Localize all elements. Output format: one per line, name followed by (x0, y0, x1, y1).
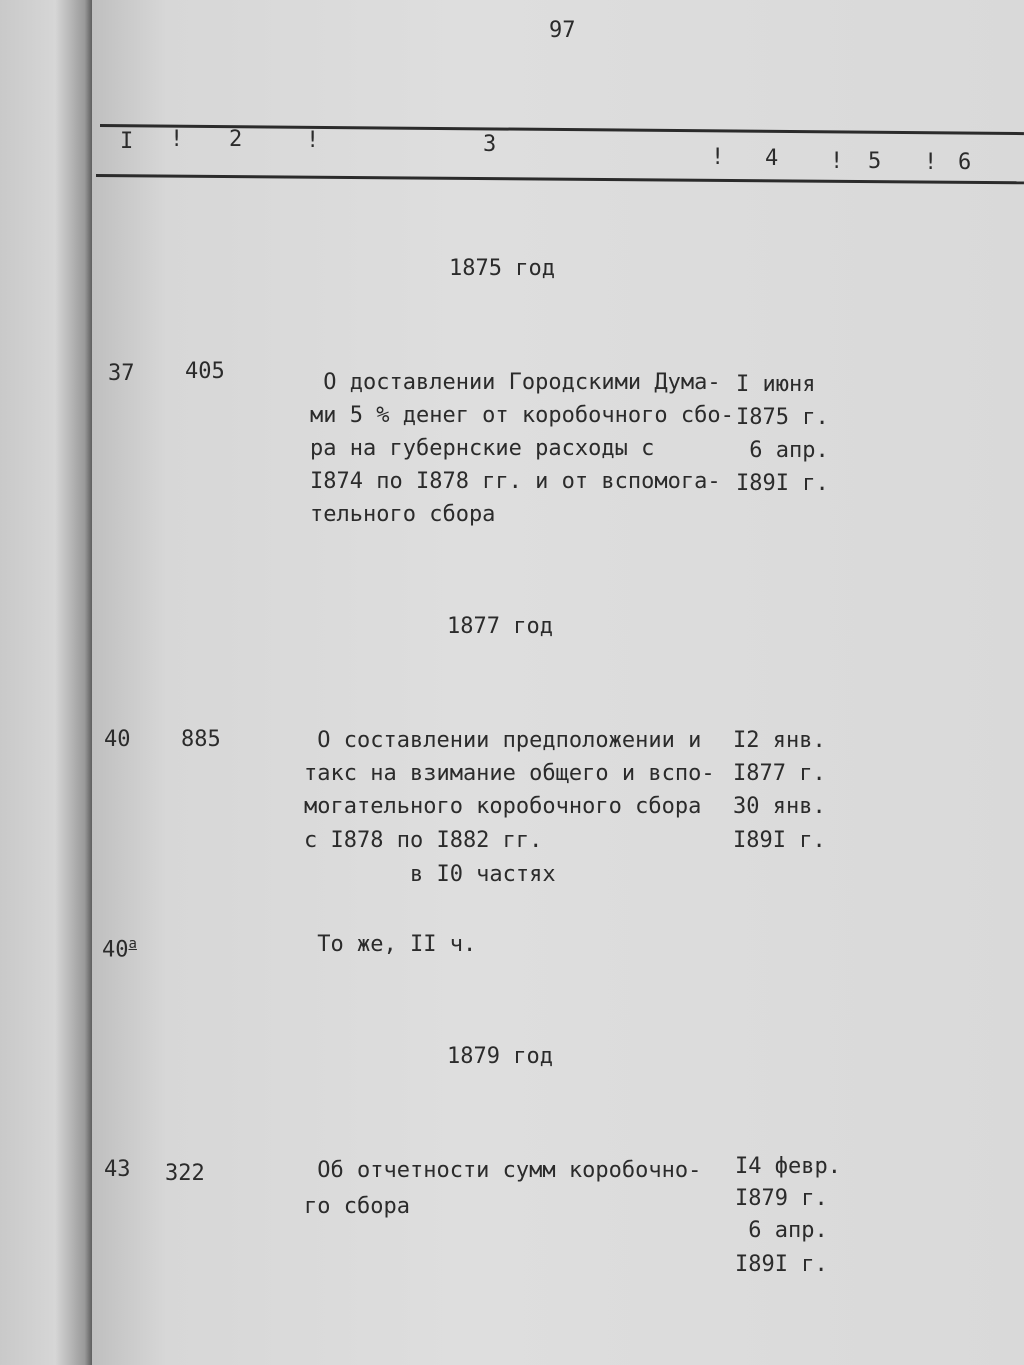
col-header-6: 6 (958, 150, 972, 175)
date-line: I875 г. (736, 405, 829, 430)
date-line: I2 янв. (733, 728, 826, 753)
description-line: Об отчетности сумм коробочно- (304, 1158, 702, 1183)
description-line: То же, II ч. (304, 932, 477, 957)
description-line: в I0 частях (304, 862, 556, 887)
page-number: 97 (549, 18, 576, 43)
year-heading: 1875 год (449, 256, 555, 281)
col-header-3: 3 (483, 132, 497, 157)
entry-number-suffix: а (128, 936, 137, 952)
date-line: I89I г. (735, 1252, 828, 1277)
date-line: I877 г. (733, 761, 826, 786)
year-heading: 1879 год (447, 1044, 553, 1069)
date-line: I июня (736, 372, 816, 397)
description-line: О составлении предположении и (304, 728, 702, 753)
description-line: тельного сбора (310, 502, 496, 527)
date-line: 6 апр. (736, 438, 829, 463)
description-line: с I878 по I882 гг. (304, 828, 543, 853)
entry-number: 37 (108, 361, 135, 386)
file-number: 405 (185, 359, 225, 384)
description-line: ми 5 % денег от коробочного сбо- (310, 403, 734, 428)
col-header-1: I (120, 129, 134, 154)
col-separator: ! (924, 150, 938, 175)
file-number: 885 (181, 727, 221, 752)
description-line: могательного коробочного сбора (304, 794, 702, 819)
description-line: О доставлении Городскими Дума- (310, 370, 721, 395)
description-line: I874 по I878 гг. и от вспомога- (310, 469, 721, 494)
entry-number-main: 40 (102, 937, 129, 963)
entry-number: 43 (104, 1157, 131, 1182)
description-line: такс на взимание общего и вспо- (304, 761, 715, 786)
year-heading: 1877 год (447, 614, 553, 639)
col-separator: ! (830, 149, 844, 174)
col-header-5: 5 (868, 149, 882, 174)
date-line: 30 янв. (733, 794, 826, 819)
date-line: I4 февр. (735, 1154, 841, 1179)
description-line: го сбора (304, 1194, 410, 1219)
binding-edge (0, 0, 92, 1365)
date-line: I879 г. (735, 1186, 828, 1211)
file-number: 322 (165, 1161, 205, 1186)
description-line: ра на губернские расходы с (310, 436, 655, 461)
date-line: I89I г. (736, 471, 829, 496)
col-header-2: 2 (229, 127, 243, 152)
entry-number: 40 (104, 727, 131, 752)
col-separator: ! (711, 145, 725, 170)
entry-number (102, 927, 137, 967)
col-separator: ! (170, 127, 184, 152)
date-line: 6 апр. (735, 1218, 828, 1243)
col-separator: ! (306, 128, 320, 153)
col-header-4: 4 (765, 146, 779, 171)
date-line: I89I г. (733, 828, 826, 853)
